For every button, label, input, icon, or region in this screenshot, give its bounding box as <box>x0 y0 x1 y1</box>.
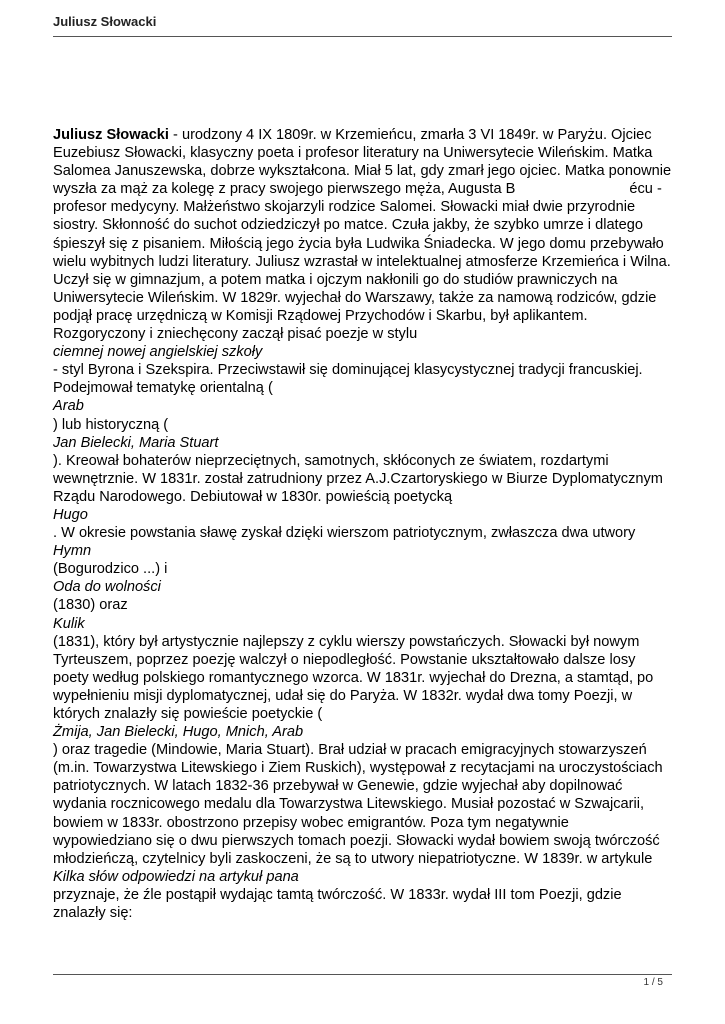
text-line: Euzebiusz Słowacki, klasyczny poeta i profesor literatury na Uniwersytecie Wileńskim. Matka <box>53 145 653 162</box>
text-line: wielu wybitnych ludzi literatury. Juliusz wzrastał w intelektualnej atmosferze Krzemieńca i Wilna. <box>53 253 671 270</box>
italic-title: Kulik <box>53 615 85 632</box>
text-line: przyznaje, że źle postąpił wydając tamtą twórczość. W 1833r. wydał III tom Poezji, gdzie <box>53 886 622 903</box>
text-line: wypełnieniu misji dyplomatycznej, udał się do Paryża. W 1832r. wydał dwa tomy Poezji, w <box>53 687 633 704</box>
text-line: Uczył się w gimnazjum, a potem matka i ojczym nakłonili go do studiów prawniczych na <box>53 271 618 288</box>
text-line: podjął pracę urzędniczą w Komisji Rządowej Przychodów i Skarbu, był aplikantem. <box>53 307 588 324</box>
text-line: Uniwersytecie Wileńskim. W 1829r. wyjechał do Warszawy, także za namową rodziców, gdzie <box>53 289 657 306</box>
text-line: Rządu Narodowego. Debiutował w 1830r. powieścią poetycką <box>53 488 453 505</box>
text-line <box>53 180 678 198</box>
text-span: wyszła za mąż za kolegę z pracy swojego pierwszego męża, Augusta B <box>53 181 516 198</box>
text-line: Tyrteuszem, poprzez poezję walczył o niepodległość. Powstanie ukształtowało dalsze losy <box>53 651 636 668</box>
text-line: Podejmował tematykę orientalną ( <box>53 380 273 397</box>
text-line: wydania rocznicowego medalu dla Towarzystwa Litewskiego. Musiał pozostać w Szwajcarii, <box>53 796 645 813</box>
text-line: (1830) oraz <box>53 597 128 614</box>
italic-title: Arab <box>53 398 84 415</box>
italic-title: ciemnej nowej angielskiej szkoły <box>53 344 263 361</box>
italic-title: Kilka słów odpowiedzi na artykuł pana <box>53 868 299 885</box>
text-line: profesor medycyny. Małżeństwo skojarzyli rodzice Salomei. Słowacki miał dwie przyrodnie <box>53 199 636 216</box>
text-line: patriotycznych. W latach 1832-36 przebywał w Genewie, gdzie wyjechał aby dopilnować <box>53 778 623 795</box>
text-line: młodzieńczą, czytelnicy byli zaskoczeni, że są to utwory niepatriotyczne. W 1839r. w artykule <box>53 850 653 867</box>
page-header-title: Juliusz Słowacki <box>53 14 157 29</box>
text-line: - styl Byrona i Szekspira. Przeciwstawił się dominującej klasycystycznej tradycji francuskiej. <box>53 362 643 379</box>
text-line: wypowiedziano się o dwu pierwszych tomach poezji. Słowacki wydał bowiem swoją twórczość <box>53 832 660 849</box>
text-line: Rozgoryczony i zniechęcony zaczął pisać poezje w stylu <box>53 326 418 343</box>
text-line: ) oraz tragedie (Mindowie, Maria Stuart). Brał udział w pracach emigracyjnych stowarzyszeń <box>53 742 647 759</box>
text-span: - urodzony 4 IX 1809r. w Krzemieńcu, zmarła 3 VI 1849r. w Paryżu. Ojciec <box>168 127 652 143</box>
article-body <box>53 126 678 922</box>
text-line: Salomea Januszewska, dobrze wykształcona. Miał 5 lat, gdy zmarł jego ojciec. Matka ponownie <box>53 163 672 180</box>
italic-title: Hymn <box>53 543 92 560</box>
text-line: których znalazły się powieście poetyckie ( <box>53 706 323 722</box>
text-line: (Bogurodzico ...) i <box>53 561 168 578</box>
text-line: ). Kreował bohaterów nieprzeciętnych, samotnych, skłóconych ze światem, rozdartymi <box>53 452 609 469</box>
text-line <box>53 126 678 144</box>
text-line: znalazły się: <box>53 905 133 922</box>
text-line: siostry. Skłonność do suchot odziedziczył po matce. Czuła jakby, że szybko umrze i dlatego <box>53 217 643 234</box>
italic-title: Hugo <box>53 506 88 523</box>
header-divider <box>53 36 672 37</box>
author-name: Juliusz Słowacki <box>53 127 169 143</box>
text-line: ) lub historyczną ( <box>53 416 169 433</box>
text-line: (1831), który był artystycznie najlepszy z cyklu wierszy powstańczych. Słowacki był nowym <box>53 633 640 650</box>
page-number: 1 / 5 <box>643 977 663 988</box>
text-line: poety według polskiego romantycznego wzorca. W 1831r. wyjechał do Drezna, a stamtąd, po <box>53 669 654 686</box>
text-line: bowiem w 1833r. obostrzono przepisy wobec emigrantów. Poza tym negatywnie <box>53 814 569 831</box>
footer-divider <box>53 974 672 975</box>
text-line: . W okresie powstania sławę zyskał dzięki wierszom patriotycznym, zwłaszcza dwa utwory <box>53 525 636 542</box>
text-span: écu - <box>629 181 662 198</box>
italic-title: Oda do wolności <box>53 579 161 596</box>
text-line: (m.in. Towarzystwa Litewskiego i Ziem Ruskich), występował z recytacjami na uroczystościach <box>53 760 663 777</box>
italic-title: Żmija, Jan Bielecki, Hugo, Mnich, Arab <box>53 724 304 741</box>
text-line: śpieszył się z pisaniem. Miłością jego życia była Ludwika Śniadecka. W jego domu przebywało <box>53 235 664 252</box>
text-line: wewnętrznie. W 1831r. został zatrudniony przez A.J.Czartoryskiego w Biurze Dyplomatycznym <box>53 470 663 487</box>
italic-title: Jan Bielecki, Maria Stuart <box>53 434 219 451</box>
